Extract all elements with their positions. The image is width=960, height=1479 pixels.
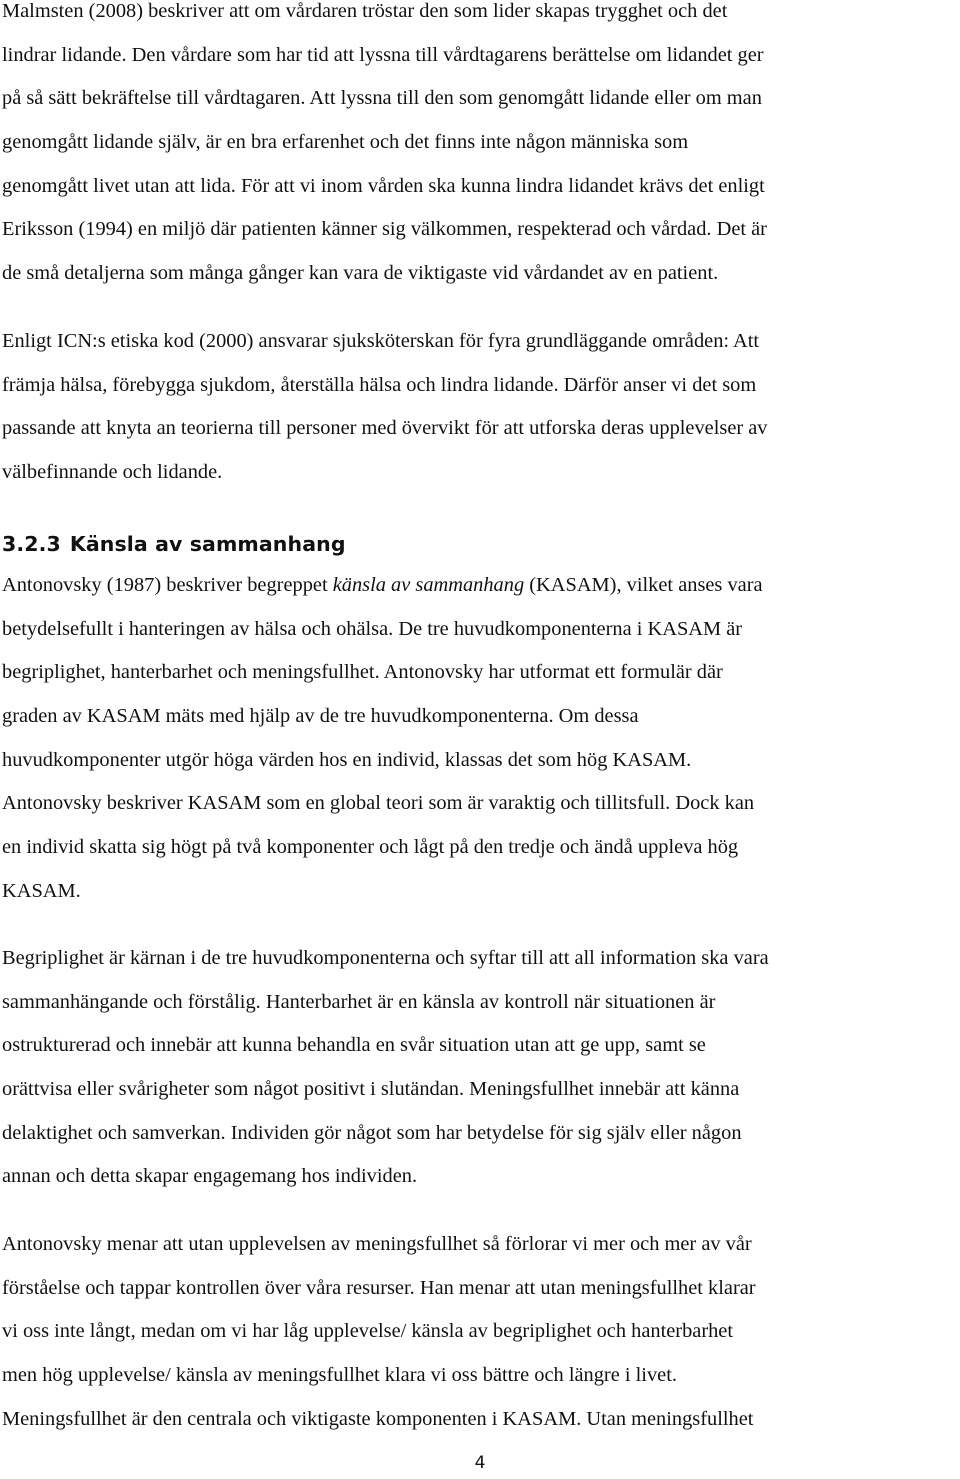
text-line: huvudkomponenter utgör höga värden hos en individ, klassas det som hög KASAM. [2, 748, 692, 771]
paragraph-meningsfullhet [2, 1223, 958, 1441]
text-line: en individ skatta sig högt på två komponenter och lågt på den tredje och ändå uppleva hög [2, 836, 739, 859]
text-line: vi oss inte långt, medan om vi har låg upplevelse/ känsla av begriplighet och hanterbarhet [2, 1320, 734, 1343]
italic-term: känsla av sammanhang [332, 574, 525, 596]
text-line: delaktighet och samverkan. Individen gör något som har betydelse för sig själv eller någon [2, 1121, 742, 1144]
section-number: 3.2.3 [2, 532, 61, 556]
section-title: Känsla av sammanhang [69, 532, 346, 556]
text-line: passande att knyta an teorierna till personer med övervikt för att utforska deras upplevelser av [2, 417, 768, 440]
section-heading [2, 524, 346, 564]
text-line: välbefinnande och lidande. [2, 461, 223, 484]
text-line: ostrukturerad och innebär att kunna behandla en svår situation utan att ge upp, samt se [2, 1034, 706, 1057]
text-line: orättvisa eller svårigheter som något positivt i slutändan. Meningsfullhet innebär att känna [2, 1078, 740, 1101]
text-line: Enligt ICN:s etiska kod (2000) ansvarar sjuksköterskan för fyra grundläggande områden: Att [2, 330, 760, 352]
text-run: (KASAM), vilket anses vara [524, 574, 763, 596]
text-line: annan och detta skapar engagemang hos individen. [2, 1165, 418, 1188]
paragraph-begriplighet [2, 937, 958, 1199]
paragraph-icn [2, 320, 958, 495]
text-line: Malmsten (2008) beskriver att om vårdaren tröstar den som lider skapas trygghet och det [2, 0, 728, 22]
text-line: lindrar lidande. Den vårdare som har tid att lyssna till vårdtagarens berättelse om lidandet ger [2, 43, 764, 66]
text-line: sammanhängande och förstålig. Hanterbarhet är en känsla av kontroll när situationen är [2, 990, 716, 1013]
text-line: förståelse och tappar kontrollen över våra resurser. Han menar att utan meningsfullhet klarar [2, 1276, 756, 1299]
text-line: främja hälsa, förebygga sjukdom, återställa hälsa och lindra lidande. Därför anser vi det som [2, 373, 757, 396]
text-line: Antonovsky menar att utan upplevelsen av meningsfullhet så förlorar vi mer och mer av vår [2, 1233, 752, 1255]
page-number: 4 [474, 1453, 486, 1473]
text-run: Antonovsky (1987) beskriver begreppet [2, 574, 333, 596]
text-line: de små detaljerna som många gånger kan vara de viktigaste vid vårdandet av en patient. [2, 262, 719, 285]
text-line [2, 564, 958, 608]
text-line: genomgått livet utan att lida. För att vi inom vården ska kunna lindra lidandet krävs det enligt [2, 174, 765, 197]
text-line: Begriplighet är kärnan i de tre huvudkomponenterna och syftar till att all information ska vara [2, 947, 769, 969]
text-line: begriplighet, hanterbarhet och meningsfullhet. Antonovsky har utformat ett formulär där [2, 661, 723, 684]
text-line: genomgått lidande själv, är en bra erfarenhet och det finns inte någon människa som [2, 131, 689, 154]
paragraph-kasam-intro [2, 564, 958, 914]
text-line: Eriksson (1994) en miljö där patienten känner sig välkommen, respekterad och vårdad. Det är [2, 218, 767, 241]
text-line: men hög upplevelse/ känsla av meningsfullhet klara vi oss bättre och längre i livet. [2, 1364, 677, 1387]
paragraph-lidande [2, 0, 958, 296]
text-line: KASAM. [2, 879, 81, 902]
text-line: Meningsfullhet är den centrala och viktigaste komponenten i KASAM. Utan meningsfullhet [2, 1407, 754, 1430]
text-line: på så sätt bekräftelse till vårdtagaren. Att lyssna till den som genomgått lidande eller om man [2, 87, 762, 110]
text-line: betydelsefullt i hanteringen av hälsa och ohälsa. De tre huvudkomponenterna i KASAM är [2, 617, 743, 640]
text-line: graden av KASAM mäts med hjälp av de tre huvudkomponenterna. Om dessa [2, 705, 639, 728]
text-line: Antonovsky beskriver KASAM som en global teori som är varaktig och tillitsfull. Dock kan [2, 792, 755, 815]
